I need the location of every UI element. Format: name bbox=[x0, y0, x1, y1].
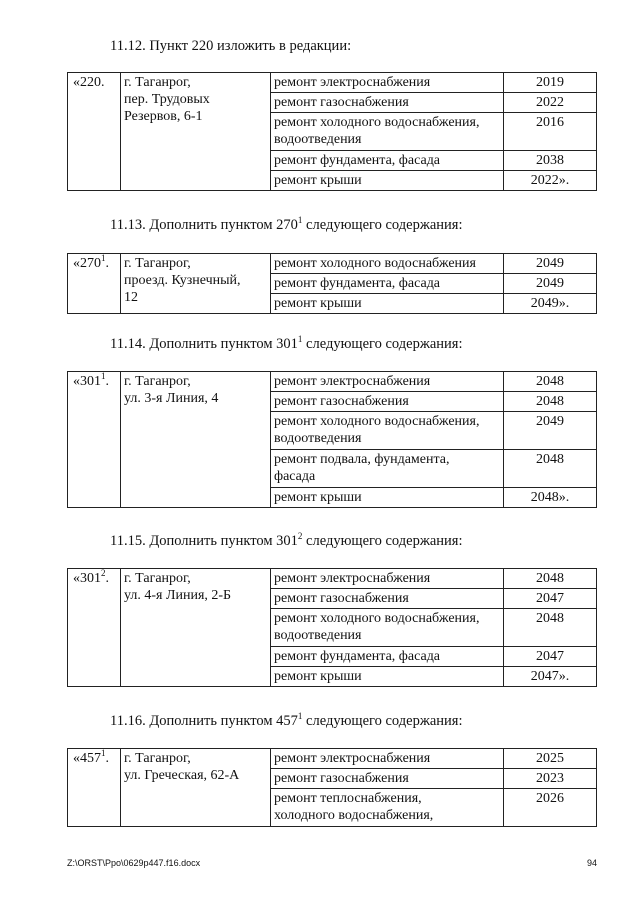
work-text: фасада bbox=[274, 469, 316, 484]
year-text: 2049». bbox=[530, 296, 570, 311]
address-cell bbox=[121, 254, 271, 314]
year-cell bbox=[504, 254, 597, 274]
item-number-cell bbox=[68, 73, 121, 191]
table-row bbox=[68, 73, 597, 93]
address-line: Резервов, 6-1 bbox=[124, 109, 203, 124]
work-cell bbox=[271, 488, 504, 508]
item-number-superscript: 1 bbox=[101, 748, 106, 758]
year-text: 2049 bbox=[536, 276, 564, 291]
work-text: ремонт подвала, фундамента, bbox=[274, 452, 450, 467]
item-number: «220. bbox=[73, 75, 105, 90]
year-cell bbox=[504, 113, 597, 151]
work-cell bbox=[271, 372, 504, 392]
address-cell bbox=[121, 749, 271, 827]
work-text: водоотведения bbox=[274, 628, 362, 643]
year-text: 2026 bbox=[536, 791, 564, 806]
register-table bbox=[67, 371, 597, 508]
address-line: г. Таганрог, bbox=[124, 256, 191, 271]
item-number-suffix: . bbox=[105, 571, 109, 586]
year-text: 2047». bbox=[530, 669, 570, 684]
heading-text: 11.16. Дополнить пунктом 457 bbox=[110, 713, 298, 729]
table-row bbox=[68, 372, 597, 392]
item-number-suffix: . bbox=[105, 374, 109, 389]
work-text: ремонт теплоснабжения, bbox=[274, 791, 422, 806]
item-number-superscript: 1 bbox=[101, 253, 106, 263]
address-line: ул. 4-я Линия, 2-Б bbox=[124, 588, 232, 603]
year-text: 2047 bbox=[536, 649, 564, 664]
year-text: 2047 bbox=[536, 591, 564, 606]
work-cell bbox=[271, 171, 504, 191]
heading-text: 11.12. Пункт 220 изложить в редакции: bbox=[110, 38, 352, 54]
section-heading bbox=[110, 38, 351, 55]
address-line: проезд. Кузнечный, bbox=[124, 273, 241, 288]
address-line: г. Таганрог, bbox=[124, 571, 191, 586]
year-cell bbox=[504, 749, 597, 769]
table-row bbox=[68, 569, 597, 589]
work-text: ремонт холодного водоснабжения, bbox=[274, 611, 480, 626]
work-text: ремонт крыши bbox=[274, 669, 362, 684]
register-table bbox=[67, 253, 597, 314]
item-number: «270 bbox=[73, 256, 101, 271]
address-cell bbox=[121, 73, 271, 191]
register-table bbox=[67, 748, 597, 827]
heading-superscript: 1 bbox=[297, 334, 303, 344]
work-text: ремонт фундамента, фасада bbox=[274, 276, 441, 291]
address-line: пер. Трудовых bbox=[124, 92, 210, 107]
heading-text: 11.15. Дополнить пунктом 301 bbox=[110, 533, 298, 549]
section-heading bbox=[110, 336, 463, 353]
section-heading bbox=[110, 217, 463, 234]
year-cell bbox=[504, 450, 597, 488]
year-cell bbox=[504, 274, 597, 294]
work-text: ремонт крыши bbox=[274, 173, 362, 188]
year-cell bbox=[504, 647, 597, 667]
work-cell bbox=[271, 450, 504, 488]
item-number: «457 bbox=[73, 751, 101, 766]
year-cell bbox=[504, 569, 597, 589]
year-cell bbox=[504, 93, 597, 113]
year-text: 2048 bbox=[536, 611, 564, 626]
address-line: ул. Греческая, 62-А bbox=[124, 768, 240, 783]
section-heading bbox=[110, 533, 463, 550]
work-text: водоотведения bbox=[274, 132, 362, 147]
work-cell bbox=[271, 412, 504, 450]
year-cell bbox=[504, 73, 597, 93]
year-text: 2048 bbox=[536, 374, 564, 389]
year-text: 2038 bbox=[536, 153, 564, 168]
year-text: 2048 bbox=[536, 394, 564, 409]
item-number-superscript: 2 bbox=[101, 568, 106, 578]
item-number-cell bbox=[68, 749, 121, 827]
year-text: 2049 bbox=[536, 414, 564, 429]
year-text: 2025 bbox=[536, 751, 564, 766]
item-number: «301 bbox=[73, 374, 101, 389]
work-text: ремонт газоснабжения bbox=[274, 394, 409, 409]
work-text: ремонт электроснабжения bbox=[274, 75, 431, 90]
register-table bbox=[67, 72, 597, 191]
heading-superscript: 1 bbox=[297, 711, 303, 721]
work-cell bbox=[271, 151, 504, 171]
year-text: 2022 bbox=[536, 95, 564, 110]
work-text: ремонт холодного водоснабжения, bbox=[274, 414, 480, 429]
address-line: 12 bbox=[124, 290, 138, 305]
work-cell bbox=[271, 609, 504, 647]
year-cell bbox=[504, 171, 597, 191]
work-cell bbox=[271, 667, 504, 687]
work-text: ремонт фундамента, фасада bbox=[274, 153, 441, 168]
year-text: 2049 bbox=[536, 256, 564, 271]
work-cell bbox=[271, 789, 504, 827]
work-cell bbox=[271, 769, 504, 789]
work-cell bbox=[271, 749, 504, 769]
item-number-cell bbox=[68, 372, 121, 508]
address-line: ул. 3-я Линия, 4 bbox=[124, 391, 219, 406]
work-text: ремонт электроснабжения bbox=[274, 571, 431, 586]
year-text: 2048 bbox=[536, 452, 564, 467]
heading-superscript: 1 bbox=[297, 215, 303, 225]
work-text: ремонт электроснабжения bbox=[274, 374, 431, 389]
work-text: холодного водоснабжения, bbox=[274, 808, 434, 823]
work-cell bbox=[271, 294, 504, 314]
work-text: ремонт электроснабжения bbox=[274, 751, 431, 766]
work-cell bbox=[271, 254, 504, 274]
section-heading bbox=[110, 713, 463, 730]
work-text: ремонт фундамента, фасада bbox=[274, 649, 441, 664]
item-number-cell bbox=[68, 569, 121, 687]
address-cell bbox=[121, 569, 271, 687]
address-line: г. Таганрог, bbox=[124, 374, 191, 389]
work-cell bbox=[271, 113, 504, 151]
heading-superscript: 2 bbox=[297, 531, 303, 541]
work-cell bbox=[271, 93, 504, 113]
work-text: ремонт крыши bbox=[274, 296, 362, 311]
work-text: ремонт газоснабжения bbox=[274, 771, 409, 786]
year-cell bbox=[504, 589, 597, 609]
work-cell bbox=[271, 589, 504, 609]
year-cell bbox=[504, 392, 597, 412]
work-text: водоотведения bbox=[274, 431, 362, 446]
work-text: ремонт газоснабжения bbox=[274, 591, 409, 606]
heading-text: следующего содержания: bbox=[302, 713, 463, 729]
heading-text: 11.14. Дополнить пунктом 301 bbox=[110, 336, 298, 352]
register-table bbox=[67, 568, 597, 687]
year-cell bbox=[504, 372, 597, 392]
work-cell bbox=[271, 569, 504, 589]
heading-text: следующего содержания: bbox=[302, 336, 463, 352]
heading-text: 11.13. Дополнить пунктом 270 bbox=[110, 217, 298, 233]
work-cell bbox=[271, 647, 504, 667]
address-cell bbox=[121, 372, 271, 508]
item-number-superscript: 1 bbox=[101, 371, 106, 381]
address-line: г. Таганрог, bbox=[124, 75, 191, 90]
year-cell bbox=[504, 151, 597, 171]
footer-file-path: Z:\ORST\Ppo\0629p447.f16.docx bbox=[67, 858, 201, 868]
year-text: 2022». bbox=[530, 173, 570, 188]
item-number: «301 bbox=[73, 571, 101, 586]
year-cell bbox=[504, 789, 597, 827]
year-text: 2023 bbox=[536, 771, 564, 786]
table-row bbox=[68, 749, 597, 769]
work-text: ремонт газоснабжения bbox=[274, 95, 409, 110]
work-text: ремонт холодного водоснабжения bbox=[274, 256, 476, 271]
year-text: 2048». bbox=[530, 490, 570, 505]
address-line: г. Таганрог, bbox=[124, 751, 191, 766]
heading-text: следующего содержания: bbox=[302, 533, 463, 549]
year-cell bbox=[504, 769, 597, 789]
work-text: ремонт крыши bbox=[274, 490, 362, 505]
year-text: 2016 bbox=[536, 115, 564, 130]
year-cell bbox=[504, 609, 597, 647]
work-cell bbox=[271, 73, 504, 93]
year-cell bbox=[504, 488, 597, 508]
item-number-cell bbox=[68, 254, 121, 314]
year-cell bbox=[504, 294, 597, 314]
year-text: 2019 bbox=[536, 75, 564, 90]
item-number-suffix: . bbox=[105, 751, 109, 766]
work-text: ремонт холодного водоснабжения, bbox=[274, 115, 480, 130]
footer-page-number: 94 bbox=[586, 858, 597, 868]
heading-text: следующего содержания: bbox=[302, 217, 463, 233]
year-cell bbox=[504, 412, 597, 450]
item-number-suffix: . bbox=[105, 256, 109, 271]
table-row bbox=[68, 254, 597, 274]
work-cell bbox=[271, 392, 504, 412]
year-text: 2048 bbox=[536, 571, 564, 586]
year-cell bbox=[504, 667, 597, 687]
work-cell bbox=[271, 274, 504, 294]
